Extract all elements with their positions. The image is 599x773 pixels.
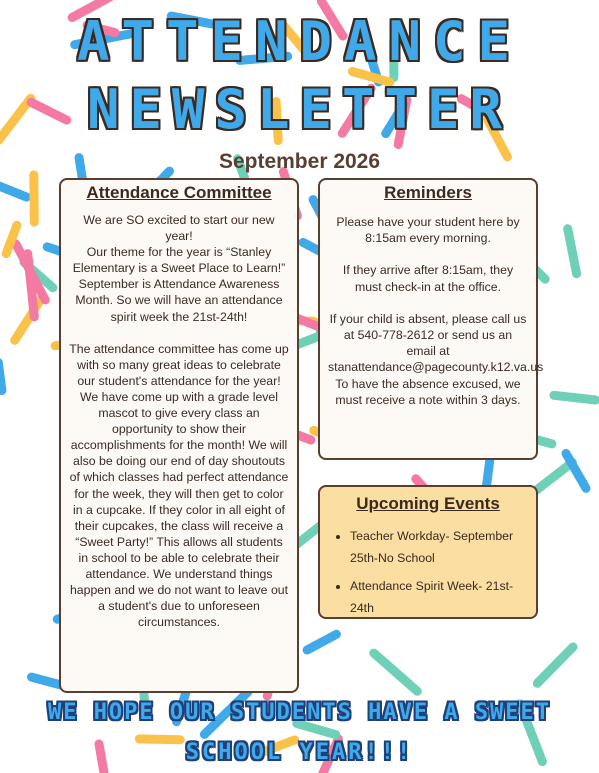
event-item-teacher-workday: • Teacher Workday- September 25th-No School (350, 525, 528, 569)
reminder-absence-note: To have the absence excused, we must receive a note within 3 days. (335, 376, 521, 407)
committee-paragraph-5: We have come up with a grade level mascot to give every class an opportunity to show their accomplishments for the month! We will also be doing our end of day shoutouts of which classes had perfect attendance for the week, they will then get to color in a cupcake. If they color in all eight of their cupcakes, the class will receive a “Sweet Party!” This allows all students in school to be able to celebrate their attendance. We understand things happen and we do not want to leave out a student's due to unforeseen circumstances. (69, 389, 289, 630)
reminder-arrival-time: Please have your student here by 8:15am every morning. (336, 215, 520, 246)
footer-message-line-2: SCHOOL YEAR!!! (185, 740, 414, 765)
attendance-committee-panel (59, 178, 299, 693)
reminder-late-checkin: If they arrive after 8:15am, they must check-in at the office. (342, 263, 514, 294)
sprinkle (374, 653, 418, 691)
sprinkle (568, 229, 577, 274)
sprinkle (34, 175, 35, 222)
footer-message-line-1: WE HOPE OUR STUDENTS HAVE A SWEET (47, 700, 552, 725)
sprinkle (307, 634, 336, 650)
reminders-heading: Reminders (384, 183, 472, 202)
sprinkle (0, 363, 2, 391)
event-item-spirit-week: • Attendance Spirit Week- 21st-24th (350, 575, 528, 619)
committee-paragraph-2: Our theme for the year is “Stanley Elementary is a Sweet Place to Learn!” (72, 245, 286, 276)
committee-paragraph-4: The attendance committee has come up with so many great ideas to celebrate our student's attendance for the year! (69, 341, 289, 388)
upcoming-events-panel (318, 485, 538, 619)
newsletter-title-line-2: NEWSLETTER (86, 78, 513, 141)
sprinkle (0, 182, 27, 197)
attendance-committee-heading: Attendance Committee (86, 183, 272, 202)
sprinkle (32, 677, 61, 685)
sprinkle (537, 647, 573, 683)
sprinkle (566, 454, 586, 489)
reminders-panel (318, 178, 544, 460)
committee-paragraph-1: We are SO excited to start our new year! (83, 213, 275, 244)
events-list (328, 525, 528, 619)
newsletter-date: September 2026 (218, 150, 381, 173)
committee-paragraph-3: September is Attendance Awareness Month. So we will have an attendance spirit week the 21st-24th! (75, 277, 283, 324)
sprinkle (554, 395, 596, 400)
upcoming-events-heading: Upcoming Events (356, 494, 500, 513)
reminder-absence-contact: If your child is absent, please call us at 540-778-2612 or send us an email at stanattendance@pagecounty.k12.va.us (328, 311, 544, 375)
sprinkle (297, 723, 336, 734)
newsletter-title-line-1: ATTENDANCE (76, 10, 523, 73)
